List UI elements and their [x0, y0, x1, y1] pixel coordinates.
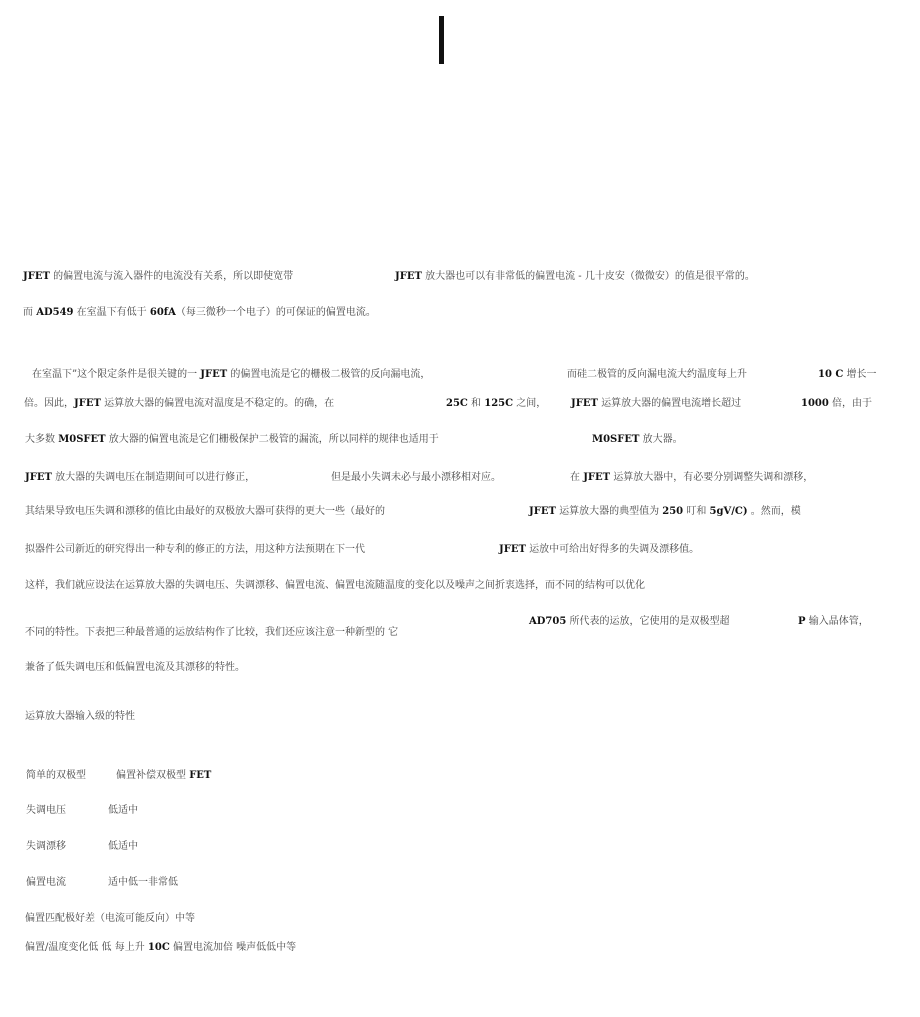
line-3-c: 10 C 增长一	[818, 369, 877, 380]
line-6-c: 在 JFET 运算放大器中，有必要分别调整失调和漂移，	[570, 472, 814, 483]
line-3-a: 在室温下”这个限定条件是很关键的一 JFET 的偏置电流是它的栅极二极管的反向漏电流，	[32, 369, 431, 380]
line-4-b: 25C 和 125C 之间，	[446, 398, 547, 409]
bold-term: JFET	[23, 271, 50, 282]
bold-term: JFET	[395, 271, 422, 282]
bold-term: JFET	[25, 472, 52, 483]
line-10-c: P 输入晶体管，	[798, 616, 869, 627]
bold-term: M0SFET	[58, 434, 106, 445]
table-caption: 运算放大器输入级的特性	[25, 711, 135, 722]
line-9: 这样，我们就应设法在运算放大器的失调电压、失调漂移、偏置电流、偏置电流随温度的变化以及噪声之间折衷选择，而不同的结构可以优化	[25, 580, 645, 591]
line-7-a: 其结果导致电压失调和漂移的值比由最好的双极放大器可获得的更大一些（最好的	[25, 506, 385, 517]
row-5: 偏置/温度变化低 低 每上升 10C 偏置电流加倍 噪声低低中等	[25, 942, 297, 953]
row-1-value: 低适中	[108, 805, 138, 816]
row-3-label: 偏置电流	[26, 877, 66, 888]
bold-term: JFET	[499, 544, 526, 555]
line-5-b: M0SFET 放大器。	[592, 434, 683, 445]
bold-term: JFET	[571, 398, 598, 409]
row-2-label: 失调漂移	[26, 841, 66, 852]
line-7-b: JFET 运算放大器的典型值为 250 叮和 5gV/C) 。然而，模	[529, 506, 801, 517]
text-cursor-mark	[439, 16, 444, 64]
line-6-a: JFET 放大器的失调电压在制造期间可以进行修正，	[25, 472, 256, 483]
bold-term: AD705	[529, 616, 567, 627]
bold-term: 10 C	[818, 369, 844, 380]
bold-term: M0SFET	[592, 434, 640, 445]
row-1-label: 失调电压	[26, 805, 66, 816]
line-4-d: 1000 倍，由于	[801, 398, 873, 409]
bold-term: 250	[662, 506, 684, 517]
bold-term: P	[798, 616, 806, 627]
bold-term: 25C	[446, 398, 468, 409]
line-2: 而 AD549 在室温下有低于 60fA（每三微秒一个电子）的可保证的偏置电流。	[23, 307, 376, 318]
bold-term: 5gV/C)	[709, 506, 748, 517]
line-6-b: 但是最小失调未必与最小漂移相对应。	[331, 472, 501, 483]
line-10-a: 不同的特性。下表把三种最普通的运放结构作了比较，我们还应该注意一种新型的 它	[25, 627, 399, 638]
table-header-2: 偏置补偿双极型 FET	[116, 770, 212, 781]
bold-term: JFET	[200, 369, 228, 380]
bold-term: JFET	[74, 398, 101, 409]
bold-term: JFET	[583, 472, 611, 483]
bold-term: FET	[189, 770, 212, 781]
line-4-c: JFET 运算放大器的偏置电流增长超过	[571, 398, 742, 409]
line-11: 兼备了低失调电压和低偏置电流及其漂移的特性。	[25, 662, 245, 673]
row-2-value: 低适中	[108, 841, 138, 852]
bold-term: 125C	[484, 398, 514, 409]
row-3-value: 适中低一非常低	[108, 877, 178, 888]
line-10-b: AD705 所代表的运放，它使用的是双极型超	[529, 616, 730, 627]
table-header-1: 简单的双极型	[26, 770, 86, 781]
line-1-b: JFET 放大器也可以有非常低的偏置电流 - 几十皮安（微微安）的值是很平常的。	[395, 271, 755, 282]
row-4: 偏置匹配极好差（电流可能反向）中等	[25, 913, 195, 924]
bold-term: 1000	[801, 398, 829, 409]
line-8-a: 拟器件公司新近的研究得出一种专利的修正的方法，用这种方法预期在下一代	[25, 544, 365, 555]
bold-term: 60fA	[149, 307, 176, 318]
line-3-b: 而硅二极管的反向漏电流大约温度每上升	[567, 369, 747, 380]
line-8-b: JFET 运放中可给出好得多的失调及漂移值。	[499, 544, 700, 555]
bold-term: AD549	[36, 307, 74, 318]
line-1-a: JFET 的偏置电流与流入器件的电流没有关系，所以即使宽带	[23, 271, 294, 282]
line-4-a: 倍。因此，JFET 运算放大器的偏置电流对温度是不稳定的。的确，在	[24, 398, 335, 409]
bold-term: JFET	[529, 506, 556, 517]
bold-term: 10C	[147, 942, 170, 953]
line-5-a: 大多数 M0SFET 放大器的偏置电流是它们栅极保护二极管的漏流，所以同样的规律也适用于	[25, 434, 439, 445]
